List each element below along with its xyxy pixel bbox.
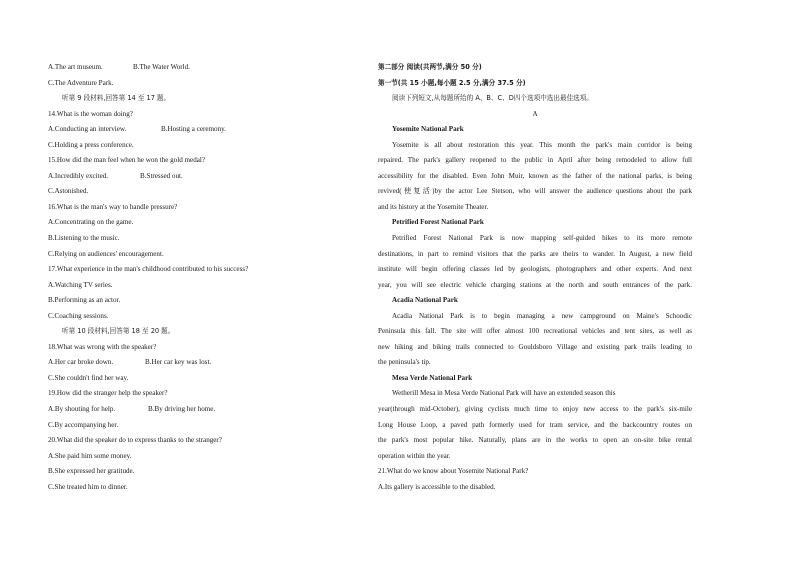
mesa-line: Long House Loop, a paved path formerly used for tram service, and the backcountry routes on bbox=[378, 420, 692, 429]
q20-stem: 20.What did the speaker do to express thanks to the stranger? bbox=[48, 436, 222, 445]
petrified-line: destinations, in part to remind visitors that the parks are theirs to wander. In August, a new field bbox=[378, 249, 692, 258]
q15-options-row bbox=[48, 169, 358, 185]
q19-option-c: C.By accompanying her. bbox=[48, 420, 119, 429]
right-column bbox=[378, 60, 692, 495]
mesa-line: Wetherill Mesa in Mesa Verde National Park will have an extended season this bbox=[392, 389, 616, 398]
q19-option-a: A.By shouting for help. bbox=[48, 405, 116, 414]
q21-stem: 21.What do we know about Yosemite National Park? bbox=[378, 467, 529, 476]
q17-option-a: A.Watching TV series. bbox=[48, 280, 113, 289]
q20-option-a: A.She paid him some money. bbox=[48, 451, 132, 460]
q17-option-c: C.Coaching sessions. bbox=[48, 311, 109, 320]
yosemite-line: Yosemite is all about restoration this year. This month the park's main corridor is being bbox=[392, 140, 692, 149]
section-9-heading: 听第 9 段材料,回答第 14 至 17 题。 bbox=[62, 94, 171, 103]
acadia-line: Acadia National Park is to begin managing a new campground on Maine's Schoodic bbox=[392, 311, 692, 320]
q13-option-c: C.The Adventure Park. bbox=[48, 78, 114, 87]
acadia-line: new hiking and biking trails connected to Gouldsboro Village and existing park trails leading to bbox=[378, 342, 692, 351]
q15-option-a: A.Incredibly excited. bbox=[48, 171, 109, 180]
acadia-line: Peninsula this fall. The site will offer almost 100 recreational vehicles and tent sites, as well as bbox=[378, 327, 692, 336]
q15-stem: 15.How did the man feel when he won the gold medal? bbox=[48, 156, 206, 165]
q18-option-c: C.She couldn't find her way. bbox=[48, 373, 129, 382]
mesa-line: operation within the year. bbox=[378, 451, 451, 460]
yosemite-line: accessibility for the disabled. Even John Muir, known as the father of the national parks, is being bbox=[378, 171, 692, 180]
q18-stem: 18.What was wrong with the speaker? bbox=[48, 342, 157, 351]
passage-label: A bbox=[532, 109, 538, 118]
q17-stem: 17.What experience in the man's childhood contributed to his success? bbox=[48, 265, 249, 274]
petrified-forest-title: Petrified Forest National Park bbox=[392, 218, 484, 227]
q16-stem: 16.What is the man's way to handle pressure? bbox=[48, 202, 178, 211]
q21-option-a: A.Its gallery is accessible to the disabled. bbox=[378, 482, 496, 491]
q13-options-row bbox=[48, 60, 358, 76]
section-1-heading: 第一节(共 15 小题,每小题 2.5 分,满分 37.5 分) bbox=[378, 78, 526, 87]
q18-options-row bbox=[48, 355, 358, 371]
acadia-title: Acadia National Park bbox=[392, 296, 458, 305]
mesa-verde-title: Mesa Verde National Park bbox=[392, 373, 473, 382]
yosemite-line: revived(使复活)by the actor Lee Stetson, who will answer the audience questions about the park bbox=[378, 187, 692, 196]
q14-option-a: A.Conducting an interview. bbox=[48, 125, 127, 134]
reading-instruction: 阅读下列短文,从每题所给的 A、B、C、D四个选项中选出最佳选项。 bbox=[392, 94, 593, 103]
q13-option-a: A.The art museum. bbox=[48, 63, 103, 71]
mesa-line: year(through mid-October), giving cyclists much time to enjoy new access to the park's six-mile bbox=[378, 405, 692, 414]
q16-option-c: C.Relying on audiences' encouragement. bbox=[48, 249, 164, 258]
q14-option-b: B.Hosting a ceremony. bbox=[161, 125, 226, 134]
yosemite-line: and its history at the Yosemite Theater. bbox=[378, 202, 489, 211]
q19-stem: 19.How did the stranger help the speaker? bbox=[48, 389, 168, 398]
yosemite-line: repaired. The park's gallery reopened to the public in April after being remodeled to allow full bbox=[378, 156, 692, 165]
mesa-line: the park's most popular hike. Naturally, plans are in the works to open an on-site bike rental bbox=[378, 436, 692, 445]
acadia-line: the peninsula's tip. bbox=[378, 358, 431, 367]
left-column bbox=[48, 60, 358, 495]
petrified-line: institute will begin offering classes led by geologists, photographers and other experts. And next bbox=[378, 265, 692, 274]
q16-option-b: B.Listening to the music. bbox=[48, 234, 120, 243]
part-2-heading: 第二部分 阅读(共两节,满分 50 分) bbox=[378, 63, 482, 71]
petrified-line: Petrified Forest National Park is now mapping self-guided hikes to its more remote bbox=[392, 234, 692, 243]
yosemite-title: Yosemite National Park bbox=[392, 125, 464, 134]
section-10-heading: 听第 10 段材料,回答第 18 至 20 题。 bbox=[62, 327, 175, 336]
q14-options-row bbox=[48, 122, 358, 138]
q15-option-c: C.Astonished. bbox=[48, 187, 89, 196]
q20-option-b: B.She expressed her gratitude. bbox=[48, 467, 135, 476]
q20-option-c: C.She treated him to dinner. bbox=[48, 482, 128, 491]
q14-stem: 14.What is the woman doing? bbox=[48, 109, 133, 118]
petrified-line: year, you will see electric vehicle charging stations at the north and south entrances of the park. bbox=[378, 280, 692, 289]
q18-option-a: A.Her car broke down. bbox=[48, 358, 114, 367]
q18-option-b: B.Her car key was lost. bbox=[145, 358, 212, 367]
q13-option-b: B.The Water World. bbox=[133, 63, 190, 71]
q19-option-b: B.By driving her home. bbox=[148, 405, 216, 414]
q19-options-row bbox=[48, 402, 358, 418]
q15-option-b: B.Stressed out. bbox=[140, 171, 183, 180]
q16-option-a: A.Concentrating on the game. bbox=[48, 218, 134, 227]
q17-option-b: B.Performing as an actor. bbox=[48, 296, 121, 305]
q14-option-c: C.Holding a press conference. bbox=[48, 140, 134, 149]
